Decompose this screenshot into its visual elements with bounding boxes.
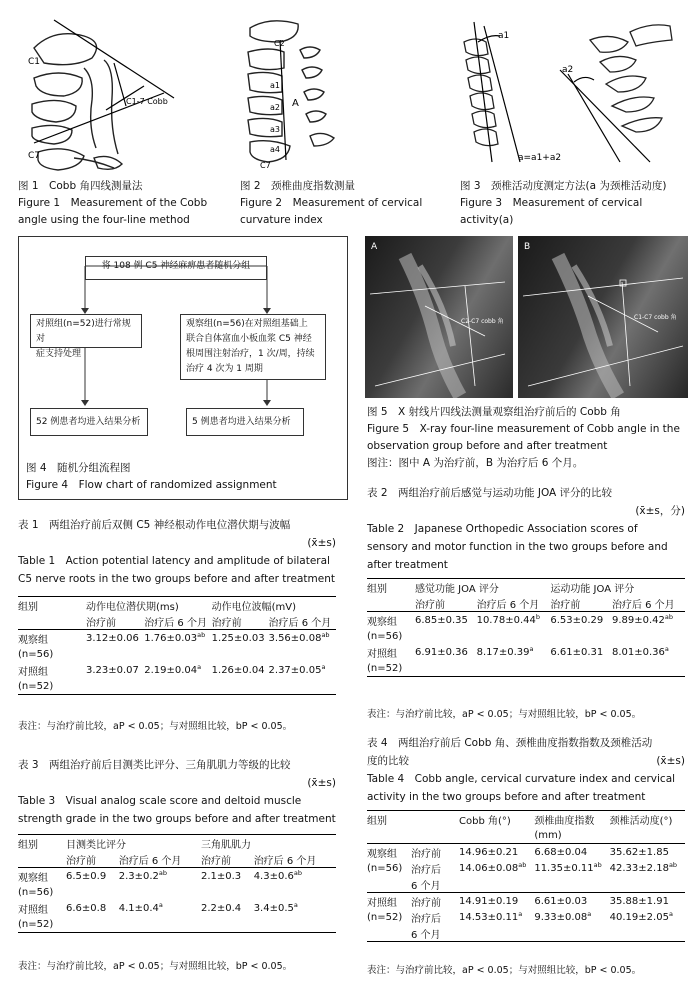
fig2-caption-en-1: Figure 2 Measurement of cervical [240, 197, 423, 209]
t4-cb-c3: 35.88±1.91 [609, 895, 669, 907]
t2-ctl-n: (n=52) [367, 662, 403, 674]
figure-2-caption [240, 178, 422, 229]
fig3-caption-en-1: Figure 3 Measurement of cervical [460, 197, 643, 209]
fig1-caption-en-2: angle using the four-line method [18, 214, 190, 226]
flow-left-result-box: 52 例患者均进入结果分析 [30, 408, 148, 436]
table-2 [367, 578, 685, 677]
t1-r2-c4: 2.37±0.05$^a$ [268, 662, 326, 676]
t4-obs-n: (n=56) [367, 862, 403, 874]
t4-ctl-n: (n=52) [367, 911, 403, 923]
t1-r2-c1: 3.23±0.07 [86, 664, 139, 676]
fig5-caption-cn: 图 5 X 射线片四线法测量观察组治疗前后的 Cobb 角 [367, 406, 621, 418]
table3-title-cn: 表 3 两组治疗前后目测类比评分、三角肌肌力等级的比较 [18, 759, 291, 771]
t2-r1-c3: 6.53±0.29 [550, 614, 604, 626]
table1-note: 表注：与治疗前比较，aP < 0.05；与对照组比较，bP < 0.05。 [18, 721, 293, 732]
t3-r1-c1: 6.5±0.9 [66, 870, 107, 882]
t1-ctl-n: (n=52) [18, 680, 54, 692]
t3-h-group: 组别 [18, 839, 38, 851]
flow-left-box-line-2: 症支持处理 [36, 349, 82, 359]
t3-h-after-1: 治疗后 6 个月 [118, 855, 182, 867]
fig2-A-label: A [292, 98, 299, 109]
t4-h-cobb: Cobb 角(°) [459, 815, 511, 827]
table-2-title [367, 484, 685, 574]
t2-h-before-1: 治疗前 [415, 599, 445, 611]
table3-unit: (x̄±s) [307, 777, 336, 789]
xray-b-panel-letter: B [524, 242, 531, 252]
fig5-caption-en-1: Figure 5 X-ray four-line measurement of Cobb angle in the [367, 423, 680, 435]
t4-ob-c1: 14.96±0.21 [459, 846, 519, 858]
fig3-a2-label: a2 [562, 65, 574, 75]
t4-obs-group: 观察组 [367, 848, 397, 860]
t1-obs-n: (n=56) [18, 648, 54, 660]
t2-h-group: 组别 [367, 583, 387, 595]
t3-r2-c1: 6.6±0.8 [66, 902, 107, 914]
fig3-caption-cn: 图 3 颈椎活动度测定方法(a 为颈椎活动度) [460, 180, 667, 192]
figure-2-curvature-diagram [240, 10, 350, 172]
t3-ctl-group: 对照组 [18, 904, 48, 916]
t4-ctl-after: 治疗后 [411, 913, 441, 925]
fig1-caption-cn: 图 1 Cobb 角四线测量法 [18, 180, 143, 192]
t2-r2-c1: 6.91±0.36 [415, 646, 468, 658]
figure-3-caption [460, 178, 666, 229]
t2-h-motor: 运动功能 JOA 评分 [550, 583, 635, 595]
figure-5-caption [367, 404, 680, 472]
t3-h-after-2: 治疗后 6 个月 [253, 855, 317, 867]
t4-obs-after-months: 6 个月 [411, 880, 441, 892]
flow-left-box [30, 314, 142, 359]
t3-h-deltoid: 三角肌肌力 [200, 839, 251, 851]
xray-b-cobb-label: C1-C7 cobb 角 [634, 314, 677, 321]
t1-r2-c3: 1.26±0.04 [211, 664, 265, 676]
t4-ca-c2: 9.33±0.08$^a$ [534, 909, 592, 923]
fig2-c2-label: C2 [274, 39, 285, 48]
fig4-caption-en: Figure 4 Flow chart of randomized assignment [26, 479, 277, 491]
t4-obs-before: 治疗前 [411, 848, 441, 860]
t3-ctl-n: (n=52) [18, 918, 54, 930]
figure-1-spine-diagram [14, 8, 204, 173]
t1-h-after-2: 治疗后 6 个月 [268, 617, 332, 629]
t4-oa-c2: 11.35±0.11$^{ab}$ [534, 860, 602, 874]
table3-title-en-2: strength grade in the two groups before and after treatment [18, 813, 336, 825]
t1-r1-c1: 3.12±0.06 [86, 632, 139, 644]
t3-r2-c3: 2.2±0.4 [200, 902, 242, 914]
table4-title-cn-2: 度的比较 [367, 755, 409, 767]
t1-ctl-group: 对照组 [18, 666, 48, 678]
t4-ctl-before: 治疗前 [411, 897, 441, 909]
xray-panel-b [518, 236, 688, 398]
fig5-caption-en-2: observation group before and after treatment [367, 440, 608, 452]
flow-top-box: 将 108 例 C5 神经麻痹患者随机分组 [85, 256, 267, 280]
table4-note: 表注：与治疗前比较，aP < 0.05；与对照组比较，bP < 0.05。 [367, 965, 642, 976]
t4-obs-after: 治疗后 [411, 864, 441, 876]
t1-h-after-1: 治疗后 6 个月 [144, 617, 207, 629]
figure-1-caption [18, 178, 207, 229]
xray-a-cobb-label: C2-C7 cobb 角 [461, 318, 504, 325]
fig2-a3-label: a3 [270, 125, 280, 134]
fig2-a4-label: a4 [270, 145, 280, 154]
flow-right-box-line-3: 根周围注射治疗，1 次/周，持续 [186, 349, 315, 359]
table4-title-en-1: Table 4 Cobb angle, cervical curvature index and cervical [367, 773, 676, 785]
t2-r2-c2: 8.17±0.39$^a$ [476, 644, 534, 658]
t2-r1-c4: 9.89±0.42$^{ab}$ [611, 612, 673, 626]
t4-h-curvature-unit: (mm) [534, 829, 562, 841]
flow-right-result-box: 5 例患者均进入结果分析 [186, 408, 304, 436]
t1-r1-c2: 1.76±0.03$^{ab}$ [144, 630, 206, 644]
table1-title-en-2: C5 nerve roots in the two groups before and after treatment [18, 573, 335, 585]
t4-h-activity: 颈椎活动度(°) [609, 815, 673, 827]
t4-ob-c3: 35.62±1.85 [609, 846, 669, 858]
fig2-caption-cn: 图 2 颈椎曲度指数测量 [240, 180, 356, 192]
t4-ctl-after-months: 6 个月 [411, 929, 441, 941]
figure-3-activity-diagram [450, 12, 685, 172]
t3-r1-c3: 2.1±0.3 [200, 870, 242, 882]
t3-h-vas: 目测类比评分 [66, 839, 126, 851]
flow-right-box-line-1: 观察组(n=56)在对照组基础上 [186, 319, 308, 329]
table2-title-en-2: sensory and motor function in the two groups before and [367, 541, 668, 553]
t4-ca-c3: 40.19±2.05$^a$ [609, 909, 673, 923]
table1-unit: (x̄±s) [307, 537, 336, 549]
t2-h-after-2: 治疗后 6 个月 [611, 599, 675, 611]
t1-h-before-2: 治疗前 [211, 617, 242, 629]
table-3-title [18, 756, 336, 828]
t1-h-latency: 动作电位潜伏期(ms) [86, 601, 179, 613]
flow-right-box-line-2: 联合自体富血小板血浆 C5 神经 [186, 334, 312, 344]
table-3 [18, 834, 336, 933]
t1-obs-group: 观察组 [18, 634, 48, 646]
table1-title-en-1: Table 1 Action potential latency and amplitude of bilateral [18, 555, 330, 567]
t4-ca-c1: 14.53±0.11$^a$ [459, 909, 523, 923]
table1-title-cn: 表 1 两组治疗前后双侧 C5 神经根动作电位潜伏期与波幅 [18, 519, 291, 531]
table2-note: 表注：与治疗前比较，aP < 0.05；与对照组比较，bP < 0.05。 [367, 709, 642, 720]
t4-oa-c1: 14.06±0.08$^{ab}$ [459, 860, 527, 874]
flow-right-box [180, 314, 326, 380]
t3-h-before-1: 治疗前 [66, 855, 96, 867]
table-1 [18, 596, 336, 695]
table-1-title [18, 516, 336, 588]
t2-ctl-group: 对照组 [367, 648, 397, 660]
t2-h-before-2: 治疗前 [550, 599, 581, 611]
table-4-title [367, 734, 685, 806]
t3-r2-c4: 3.4±0.5$^a$ [253, 900, 298, 914]
t2-r2-c3: 6.61±0.31 [550, 646, 604, 658]
fig3-a1-label: a1 [498, 31, 510, 41]
t2-h-after-1: 治疗后 6 个月 [476, 599, 540, 611]
table-4 [367, 810, 685, 942]
t4-ctl-group: 对照组 [367, 897, 397, 909]
fig2-a1-label: a1 [270, 81, 280, 90]
t1-h-group: 组别 [18, 601, 38, 613]
xray-a-panel-letter: A [371, 242, 378, 252]
t4-cb-c1: 14.91±0.19 [459, 895, 519, 907]
table4-title-en-2: activity in the two groups before and after treatment [367, 791, 646, 803]
t2-obs-n: (n=56) [367, 630, 403, 642]
flow-left-box-line-1: 对照组(n=52)进行常规对 [36, 319, 131, 344]
table4-unit: (x̄±s) [656, 755, 685, 767]
table4-title-cn-1: 表 4 两组治疗前后 Cobb 角、颈椎曲度指数指数及颈椎活动 [367, 737, 653, 749]
figure-4-caption [26, 460, 277, 494]
fig5-note: 图注：图中 A 为治疗前，B 为治疗后 6 个月。 [367, 457, 584, 469]
fig2-c7-label: C7 [260, 161, 271, 170]
t3-r1-c2: 2.3±0.2$^{ab}$ [118, 868, 167, 882]
fig1-caption-en-1: Figure 1 Measurement of the Cobb [18, 197, 208, 209]
fig3-equation-label: a=a1+a2 [518, 153, 562, 163]
table3-note: 表注：与治疗前比较，aP < 0.05；与对照组比较，bP < 0.05。 [18, 961, 293, 972]
table2-title-en-1: Table 2 Japanese Orthopedic Association scores of [367, 523, 638, 535]
fig1-cobb-label: C1-7 Cobb [126, 97, 168, 106]
flow-right-box-line-4: 治疗 4 次为 1 周期 [186, 364, 263, 374]
fig4-caption-cn: 图 4 随机分组流程图 [26, 462, 131, 474]
t4-h-group: 组别 [367, 815, 387, 827]
table2-title-cn: 表 2 两组治疗前后感觉与运动功能 JOA 评分的比较 [367, 487, 613, 499]
t4-h-curvature: 颈椎曲度指数 [534, 815, 595, 827]
table2-title-en-3: after treatment [367, 559, 448, 571]
t4-cb-c2: 6.61±0.03 [534, 895, 588, 907]
t2-obs-group: 观察组 [367, 616, 397, 628]
t1-h-before-1: 治疗前 [86, 617, 116, 629]
t2-r2-c4: 8.01±0.36$^a$ [611, 644, 669, 658]
fig1-c7-label: C7 [28, 151, 41, 161]
fig1-c1-label: C1 [28, 57, 41, 67]
t3-obs-group: 观察组 [18, 872, 48, 884]
table3-title-en-1: Table 3 Visual analog scale score and deltoid muscle [18, 795, 302, 807]
t3-r2-c2: 4.1±0.4$^a$ [118, 900, 163, 914]
t1-r1-c4: 3.56±0.08$^{ab}$ [268, 630, 330, 644]
t1-h-amplitude: 动作电位波幅(mV) [211, 601, 297, 613]
fig2-caption-en-2: curvature index [240, 214, 323, 226]
t2-r1-c2: 10.78±0.44$^b$ [476, 612, 540, 626]
fig3-caption-en-2: activity(a) [460, 214, 514, 226]
t3-r1-c4: 4.3±0.6$^{ab}$ [253, 868, 302, 882]
xray-panel-a [365, 236, 513, 398]
t1-r2-c2: 2.19±0.04$^a$ [144, 662, 202, 676]
t3-h-before-2: 治疗前 [200, 855, 231, 867]
t4-ob-c2: 6.68±0.04 [534, 846, 588, 858]
table2-unit: (x̄±s，分) [635, 505, 685, 517]
fig2-a2-label: a2 [270, 103, 280, 112]
t3-obs-n: (n=56) [18, 886, 54, 898]
t2-h-sensory: 感觉功能 JOA 评分 [415, 583, 499, 595]
t1-r1-c3: 1.25±0.03 [211, 632, 265, 644]
t2-r1-c1: 6.85±0.35 [415, 614, 468, 626]
t4-oa-c3: 42.33±2.18$^{ab}$ [609, 860, 678, 874]
